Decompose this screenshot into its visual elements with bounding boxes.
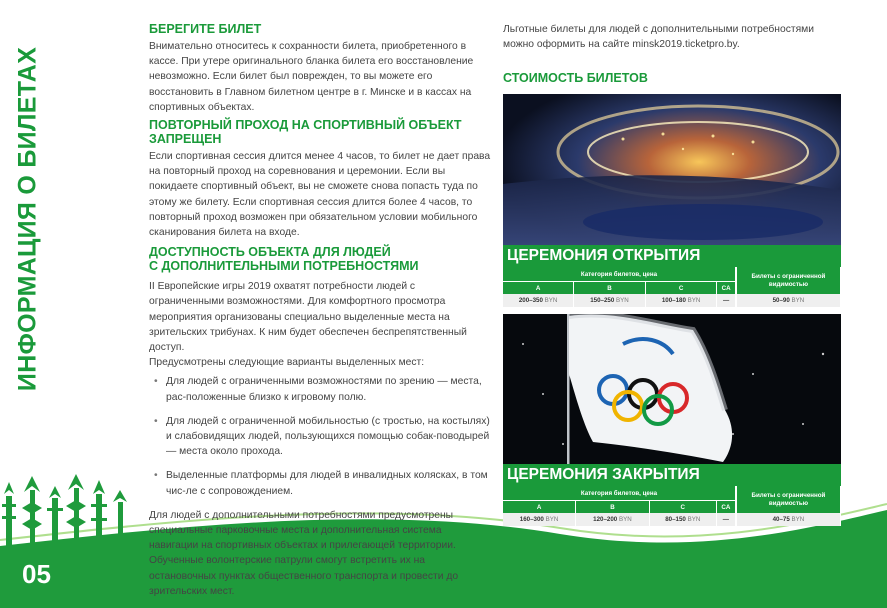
price-cell: 120–200 BYN: [576, 513, 650, 526]
section-no-reentry: [149, 118, 492, 240]
section-title: ПОВТОРНЫЙ ПРОХОД НА СПОРТИВНЫЙ ОБЪЕКТ ЗАПРЕЩЕН: [149, 118, 462, 147]
section-intro: Предусмотрены следующие варианты выделенных мест:: [149, 357, 425, 369]
closing-ceremony-photo: [503, 314, 841, 464]
section-body: Внимательно относитесь к сохранности билета, приобретенного в кассе. При утере оригинального бланка билета его восстановление невозможно. Если билет был поврежден, то вы можете его восстановить в Главном билетном центре в г. Минске и в кассах на спортивных объектах.: [149, 41, 474, 113]
price-cell: 40–75 BYN: [736, 513, 841, 526]
limited-visibility-header: Билеты с ограниченной видимостью: [736, 267, 841, 294]
list-item: • Для людей с ограниченными возможностями по зрению — места, рас-положенные близко к игровому полю.: [149, 374, 492, 404]
price-cell: 80–150 BYN: [649, 513, 716, 526]
price-cell: 160–300 BYN: [503, 513, 576, 526]
category-c: C: [645, 282, 717, 295]
prices-title: СТОИМОСТЬ БИЛЕТОВ: [503, 71, 648, 86]
category-ca: CA: [717, 282, 736, 295]
section-body: Если спортивная сессия длится менее 4 часов, то билет не дает права на повторный проход на соревнования и церемонии. Если вы покидаете спортивный объект, вы не сможете снова попасть туда по этому же билету. Если спортивная сессия длится более 4 часов, то повторный проход возможен при обязательном условии мобильного сканирования билета на входе.: [149, 151, 491, 239]
folk-ornament-icon: [0, 468, 140, 558]
category-b: B: [576, 501, 650, 514]
vertical-title: [6, 24, 50, 414]
price-cell: 150–250 BYN: [574, 294, 646, 307]
category-c: C: [649, 501, 716, 514]
category-a: A: [503, 282, 574, 295]
section-title-line-2: С ДОПОЛНИТЕЛЬНЫМИ ПОТРЕБНОСТЯМИ: [149, 259, 419, 274]
right-column: [503, 22, 841, 526]
list-item: • Выделенные платформы для людей в инвалидных колясках, в том чис-ле с сопровождением.: [149, 468, 492, 498]
opening-ceremony-title: ЦЕРЕМОНИЯ ОТКРЫТИЯ: [503, 245, 841, 267]
section-title-line-1: ДОСТУПНОСТЬ ОБЪЕКТА ДЛЯ ЛЮДЕЙ: [149, 245, 391, 260]
price-cell: 200–350 BYN: [503, 294, 574, 307]
section-outro: Для людей с дополнительными потребностями предусмотрены специальные парковочные места и дополнительная система навигации на спортивных объектах и прилегающей территории. Обученные волонтерские патрули смогут встретить их на остановочных пунктах общественного транспорта и провести до зрительских мест.: [149, 509, 459, 597]
left-column: [149, 22, 492, 602]
closing-ceremony-title: ЦЕРЕМОНИЯ ЗАКРЫТИЯ: [503, 464, 841, 486]
section-title: БЕРЕГИТЕ БИЛЕТ: [149, 22, 262, 36]
opening-price-table: [503, 267, 841, 307]
closing-price-table: [503, 486, 841, 526]
vertical-title-text: ИНФОРМАЦИЯ О БИЛЕТАХ: [13, 46, 42, 392]
list-item: • Для людей с ограниченной мобильностью (с тростью, на костылях) и слабовидящих людей, пользующихся помощью собак-поводырей — места около прохода.: [149, 414, 492, 460]
category-a: A: [503, 501, 576, 514]
price-cell: —: [716, 513, 736, 526]
price-cell: —: [717, 294, 736, 307]
section-accessibility: [149, 245, 492, 599]
price-cell: 50–90 BYN: [736, 294, 841, 307]
price-cell: 100–180 BYN: [645, 294, 717, 307]
page-number: 05: [22, 559, 51, 589]
discount-intro: Льготные билеты для людей с дополнительными потребностями можно оформить на сайте minsk2019.ticketpro.by.: [503, 24, 814, 51]
bullet-list: [149, 374, 492, 498]
category-header: Категория билетов, цена: [503, 486, 736, 501]
limited-visibility-header: Билеты с ограниченной видимостью: [736, 486, 841, 513]
section-body: II Европейские игры 2019 охватят потребности людей с ограниченными возможностями. Для комфортного просмотра мероприятия организованы специально выделенные места на зрительских трибунах. К ним будет обеспечен беспрепятственный доступ.: [149, 281, 467, 354]
opening-ceremony-photo: [503, 94, 841, 245]
section-keep-ticket: [149, 22, 492, 115]
category-header: Категория билетов, цена: [503, 267, 736, 282]
category-b: B: [574, 282, 646, 295]
category-ca: CA: [716, 501, 736, 514]
